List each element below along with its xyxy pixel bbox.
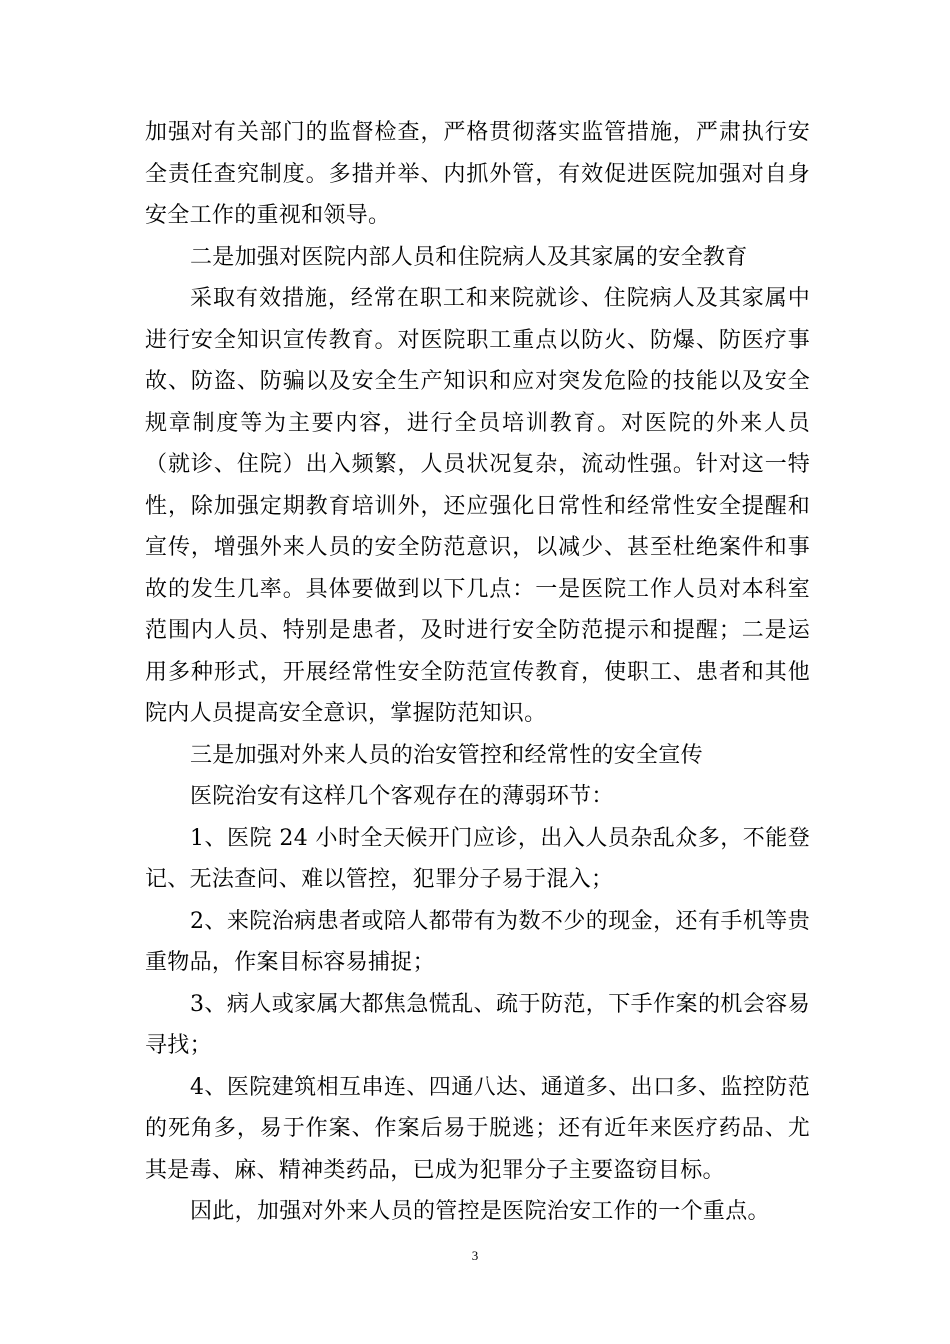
paragraph-safety-education: 采取有效措施，经常在职工和来院就诊、住院病人及其家属中进行安全知识宣传教育。对医院职工重点以防火、防爆、防医疗事故、防盗、防骗以及安全生产知识和应对突发危险的技能以及安全规章制度等为主要内容，进行全员培训教育。对医院的外来人员（就诊、住院）出入频繁，人员状况复杂，流动性强。针对这一特性，除加强定期教育培训外，还应强化日常性和经常性安全提醒和宣传，增强外来人员的安全防范意识，以减少、甚至杜绝案件和事故的发生几率。具体要做到以下几点：一是医院工作人员对本科室范围内人员、特别是患者，及时进行安全防范提示和提醒；二是运用多种形式，开展经常性安全防范宣传教育，使职工、患者和其他院内人员提高安全意识，掌握防范知识。: [145, 286, 810, 726]
section-heading-3: 三是加强对外来人员的治安管控和经常性的安全宣传: [190, 742, 703, 768]
document-body: [145, 112, 810, 1233]
paragraph-continuation: 加强对有关部门的监督检查，严格贯彻落实监管措施，严肃执行安全责任查究制度。多措并举、内抓外管，有效促进医院加强对自身安全工作的重视和领导。: [145, 120, 810, 228]
paragraph-weak-links-intro: 医院治安有这样几个客观存在的薄弱环节：: [190, 784, 614, 809]
list-item-1: 1、医院 24 小时全天候开门应诊，出入人员杂乱众多，不能登记、无法查问、难以管控，犯罪分子易于混入；: [145, 825, 810, 892]
list-item-3: 3、病人或家属大都焦急慌乱、疏于防范，下手作案的机会容易寻找；: [145, 991, 810, 1058]
list-item-4: 4、医院建筑相互串连、四通八达、通道多、出口多、监控防范的死角多，易于作案、作案后易于脱逃；还有近年来医疗药品、尤其是毒、麻、精神类药品，已成为犯罪分子主要盗窃目标。: [145, 1074, 810, 1183]
page-number: 3: [471, 1248, 479, 1263]
section-heading-2: 二是加强对医院内部人员和住院病人及其家属的安全教育: [190, 244, 748, 270]
list-item-2: 2、来院治病患者或陪人都带有为数不少的现金，还有手机等贵重物品，作案目标容易捕捉；: [145, 908, 810, 975]
paragraph-conclusion: 因此，加强对外来人员的管控是医院治安工作的一个重点。: [190, 1199, 770, 1224]
